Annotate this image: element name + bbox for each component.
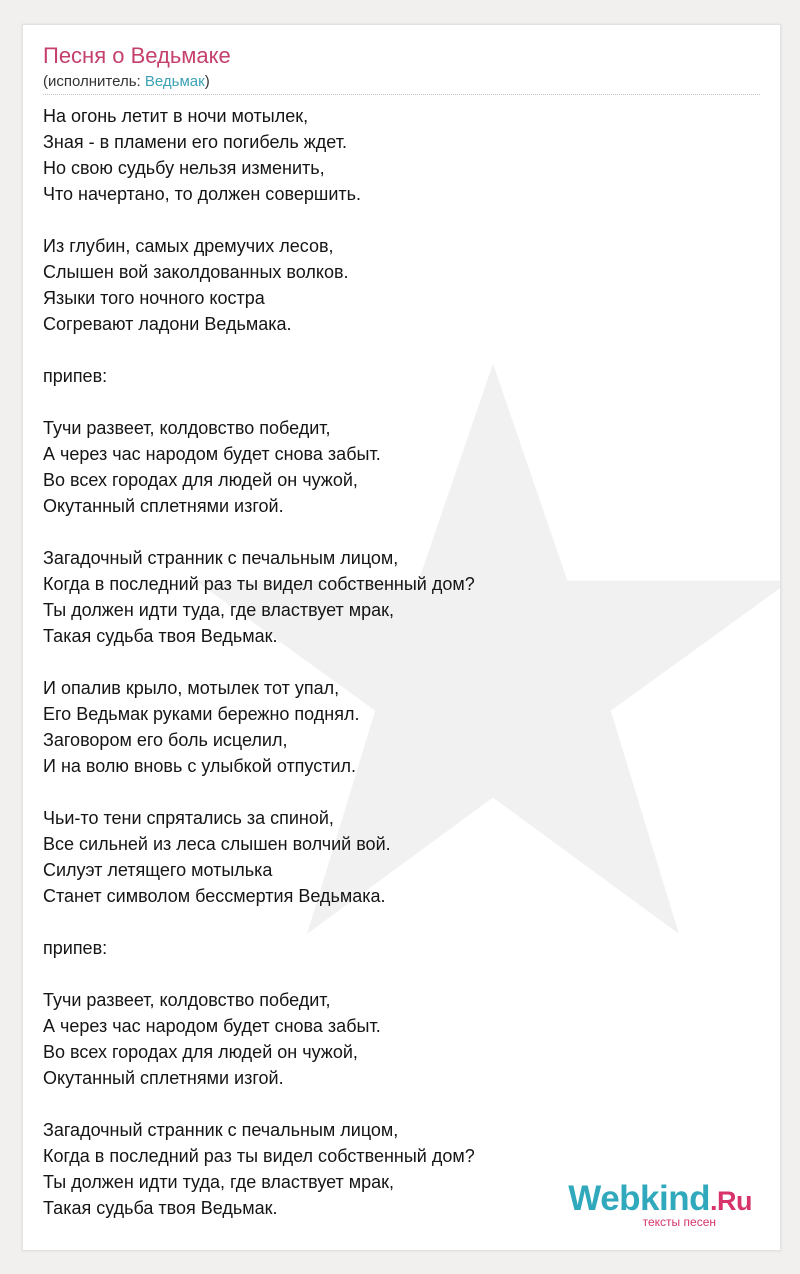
logo-brand: Webkind (568, 1179, 710, 1218)
site-logo[interactable] (568, 1181, 752, 1228)
logo-tagline: тексты песен (642, 1215, 716, 1229)
artist-link[interactable]: Ведьмак (144, 73, 205, 90)
song-title: Песня о Ведьмаке (43, 43, 231, 68)
logo-tld: .Ru (710, 1186, 752, 1216)
artist-suffix: ) (204, 73, 210, 90)
lyrics-text: На огонь летит в ночи мотылек, Зная - в пламени его погибель ждет. Но свою судьбу нельзя изменить, Что начертано, то должен совершить. Из глубин, самых дремучих лесов, Слышен вой заколдованных волков. Языки того ночного костра Согревают ладони Ведьмака. припев: Тучи развеет, колдовство победит, А через час народом будет снова забыт. Во всех городах для людей он чужой, Окутанный сплетнями изгой. Загадочный странник с печальным лицом, Когда в последний раз ты видел собственный дом? Ты должен идти туда, где властвует мрак, Такая судьба твоя Ведьмак. И опалив крыло, мотылек тот упал, Его Ведьмак руками бережно поднял. Заговором его боль исцелил, И на волю вновь с улыбкой отпустил. Чьи-то тени спрятались за спиной, Все сильней из леса слышен волчий вой. Силуэт летящего мотылька Станет символом бессмертия Ведьмака. припев: Тучи развеет, колдовство победит, А через час народом будет снова забыт. Во всех городах для людей он чужой, Окутанный сплетнями изгой. Загадочный странник с печальным лицом, Когда в последний раз ты видел собственный дом? Ты должен идти туда, где властвует мрак, Такая судьба твоя Ведьмак. (43, 106, 475, 1218)
lyrics-card (22, 24, 781, 1251)
title-divider (43, 94, 760, 95)
artist-prefix: (исполнитель: (43, 73, 145, 90)
artist-line (43, 72, 210, 92)
